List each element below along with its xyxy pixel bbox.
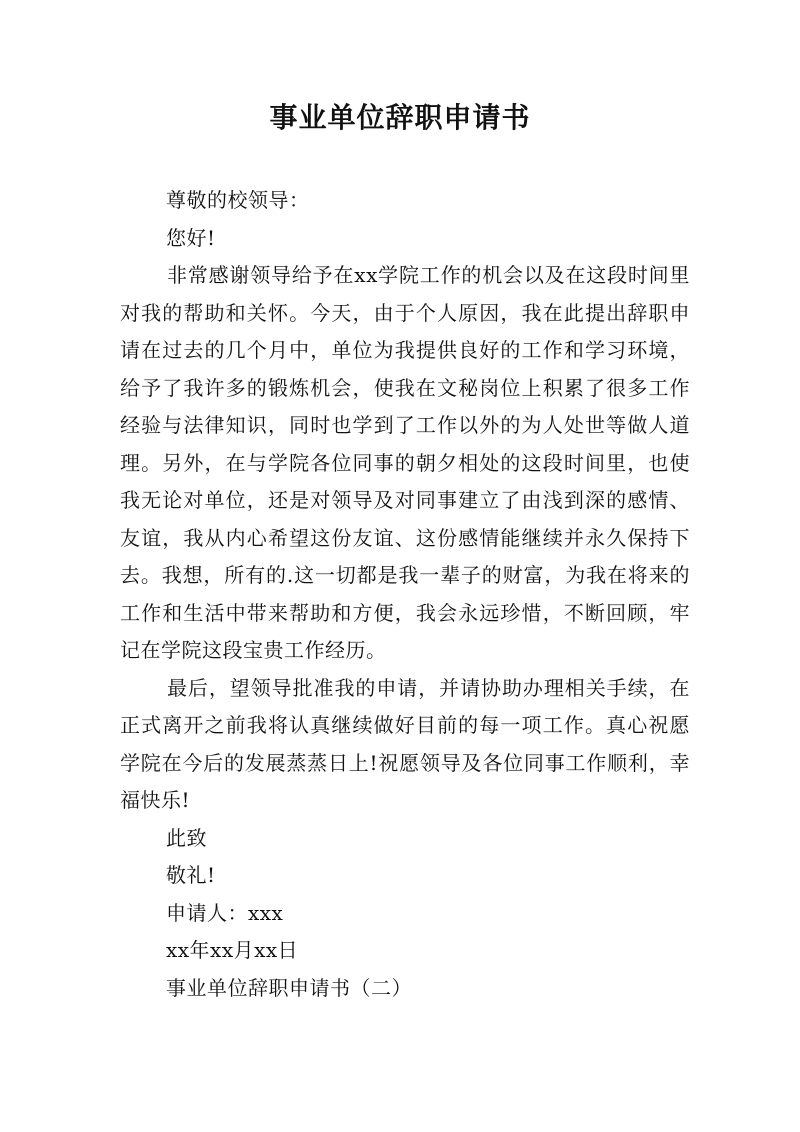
greeting: 您好! <box>166 225 216 250</box>
applicant-signature: 申请人：xxx <box>166 900 284 925</box>
letter-body <box>120 182 690 1007</box>
document-title: 事业单位辞职申请书 <box>269 101 531 134</box>
paragraph-gratitude: 非常感谢领导给予在xx学院工作的机会以及在这段时间里对我的帮助和关怀。今天，由于个人原因，我在此提出辞职申请在过去的几个月中，单位为我提供良好的工作和学习环境，给予了我许多的锻炼机会，使我在文秘岗位上积累了很多工作经验与法律知识，同时也学到了工作以外的为人处世等做人道理。另外，在与学院各位同事的朝夕相处的这段时间里，也使我无论对单位，还是对领导及对同事建立了由浅到深的感情、友谊，我从内心希望这份友谊、这份感情能继续并永久保持下去。我想，所有的.这一切都是我一辈子的财富，为我在将来的工作和生活中带来帮助和方便，我会永远珍惜，不断回顾，牢记在学院这段宝贵工作经历。 <box>120 263 690 662</box>
paragraph-request: 最后，望领导批准我的申请，并请协助办理相关手续，在正式离开之前我将认真继续做好目前的每一项工作。真心祝愿学院在今后的发展蒸蒸日上!祝愿领导及各位同事工作顺利，幸福快乐! <box>120 675 690 812</box>
date-line: xx年xx月xx日 <box>166 938 299 962</box>
next-section-title: 事业单位辞职申请书（二） <box>166 975 412 1000</box>
closing: 此致 <box>166 825 207 850</box>
regards: 敬礼! <box>166 863 216 887</box>
salutation: 尊敬的校领导： <box>166 188 310 212</box>
